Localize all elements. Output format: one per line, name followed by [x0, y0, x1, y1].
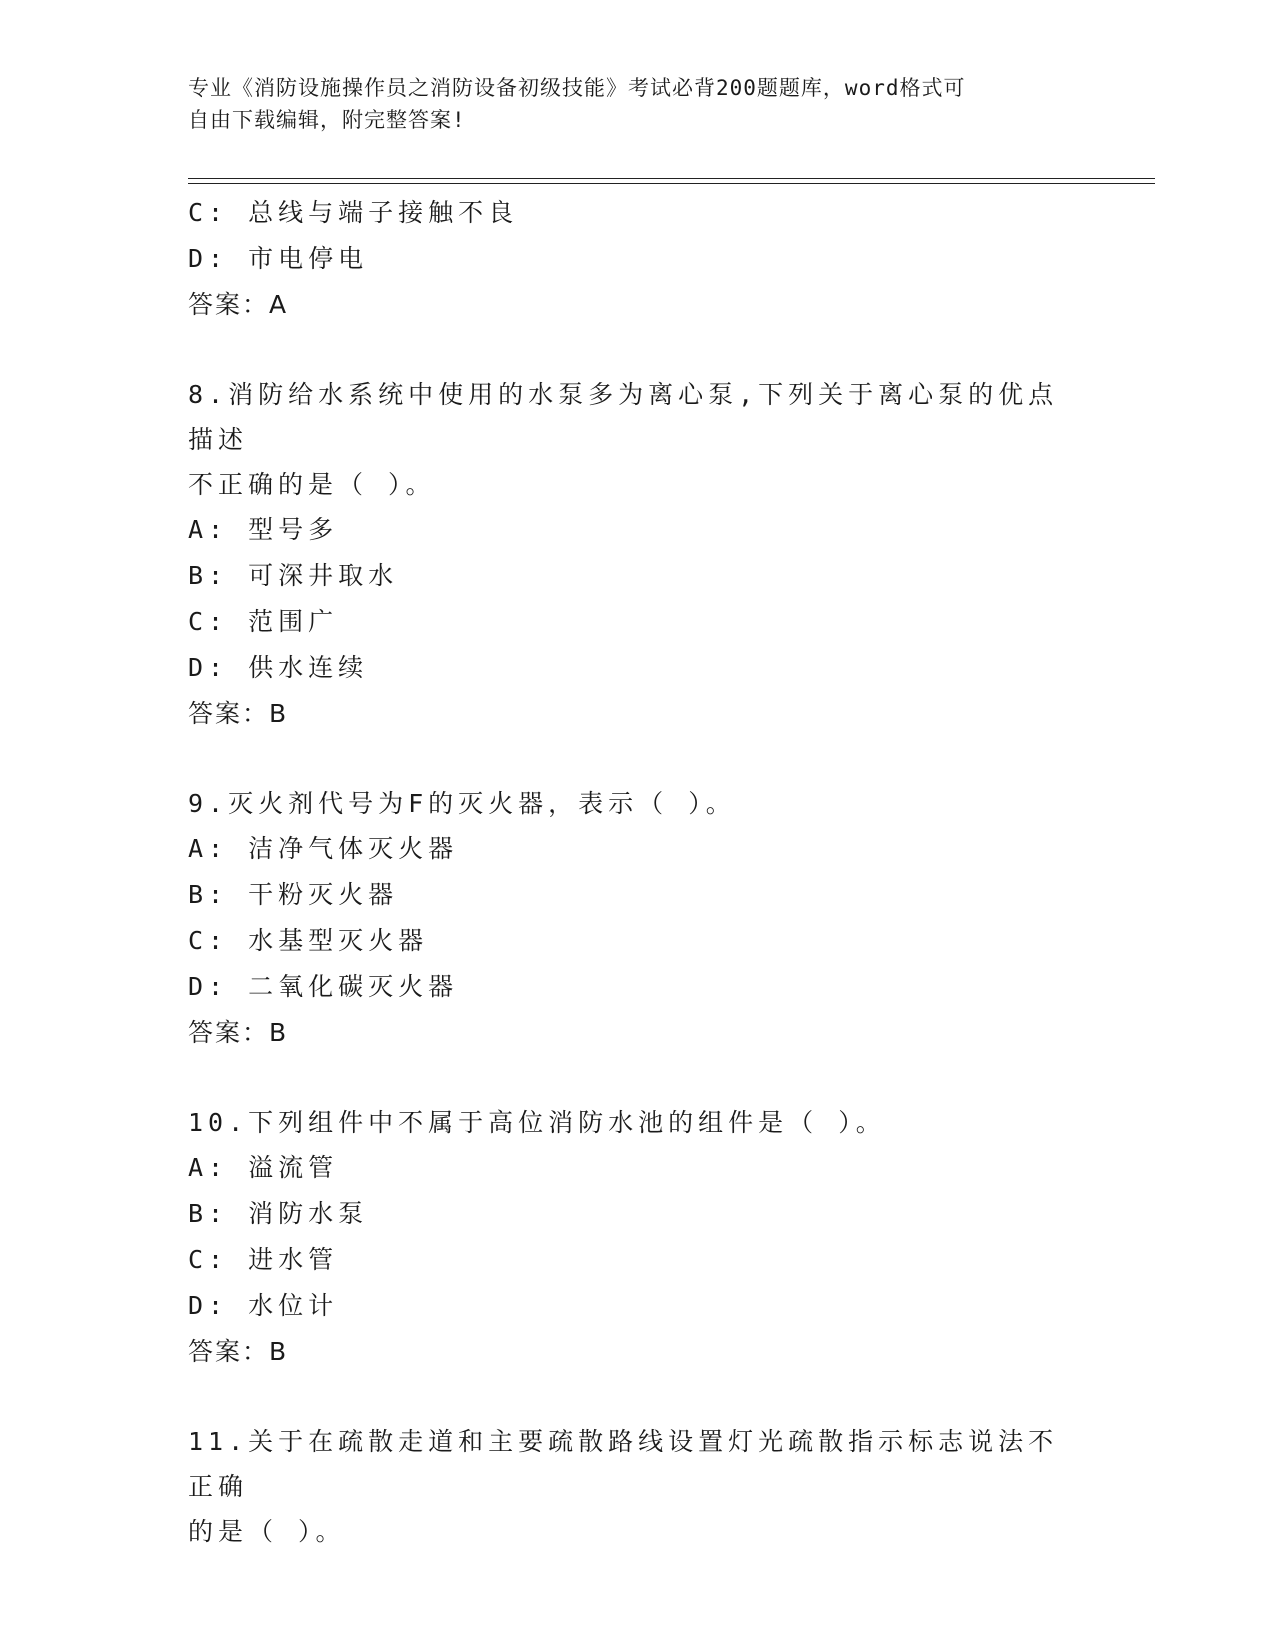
option-b: B: 干粉灭火器	[188, 880, 399, 909]
question-text-line-2: 不正确的是（ ）。	[188, 470, 436, 499]
option-b: B: 消防水泵	[188, 1199, 369, 1228]
document-header	[188, 72, 1068, 136]
option-d: D: 市电停电	[188, 244, 369, 273]
option-a: A: 型号多	[188, 515, 339, 544]
option-a: A: 溢流管	[188, 1153, 339, 1182]
option-c: C: 范围广	[188, 607, 339, 636]
option-b: B: 可深井取水	[188, 561, 399, 590]
question-text-line-1: 11.关于在疏散走道和主要疏散路线设置灯光疏散指示标志说法不正确	[188, 1427, 1059, 1501]
question-text-line-1: 9.灭火剂代号为F的灭火器，表示（ ）。	[188, 789, 736, 818]
question-7-tail	[188, 190, 1088, 328]
option-c: C: 总线与端子接触不良	[188, 198, 519, 227]
answer: 答案：B	[188, 1337, 289, 1366]
option-a: A: 洁净气体灭火器	[188, 834, 459, 863]
question-text-line-2: 的是（ ）。	[188, 1517, 346, 1546]
header-line-2: 自由下载编辑，附完整答案!	[188, 108, 466, 132]
answer: 答案：B	[188, 699, 289, 728]
option-c: C: 进水管	[188, 1245, 339, 1274]
spacer	[188, 1056, 1088, 1100]
spacer	[188, 1375, 1088, 1419]
spacer	[188, 737, 1088, 781]
question-list	[188, 190, 1088, 1554]
header-rule-bottom	[188, 183, 1155, 184]
question-8	[188, 372, 1088, 737]
option-c: C: 水基型灭火器	[188, 926, 429, 955]
question-11	[188, 1419, 1088, 1554]
question-10	[188, 1100, 1088, 1375]
question-9	[188, 781, 1088, 1056]
spacer	[188, 328, 1088, 372]
option-d: D: 水位计	[188, 1291, 339, 1320]
question-text-line-1: 10.下列组件中不属于高位消防水池的组件是（ ）。	[188, 1108, 886, 1137]
answer: 答案：B	[188, 1018, 289, 1047]
option-d: D: 二氧化碳灭火器	[188, 972, 459, 1001]
answer: 答案：A	[188, 290, 289, 319]
question-text-line-1: 8.消防给水系统中使用的水泵多为离心泵,下列关于离心泵的优点描述	[188, 380, 1059, 454]
header-rule-top	[188, 178, 1155, 179]
header-line-1: 专业《消防设施操作员之消防设备初级技能》考试必背200题题库，word格式可	[188, 76, 966, 100]
option-d: D: 供水连续	[188, 653, 369, 682]
